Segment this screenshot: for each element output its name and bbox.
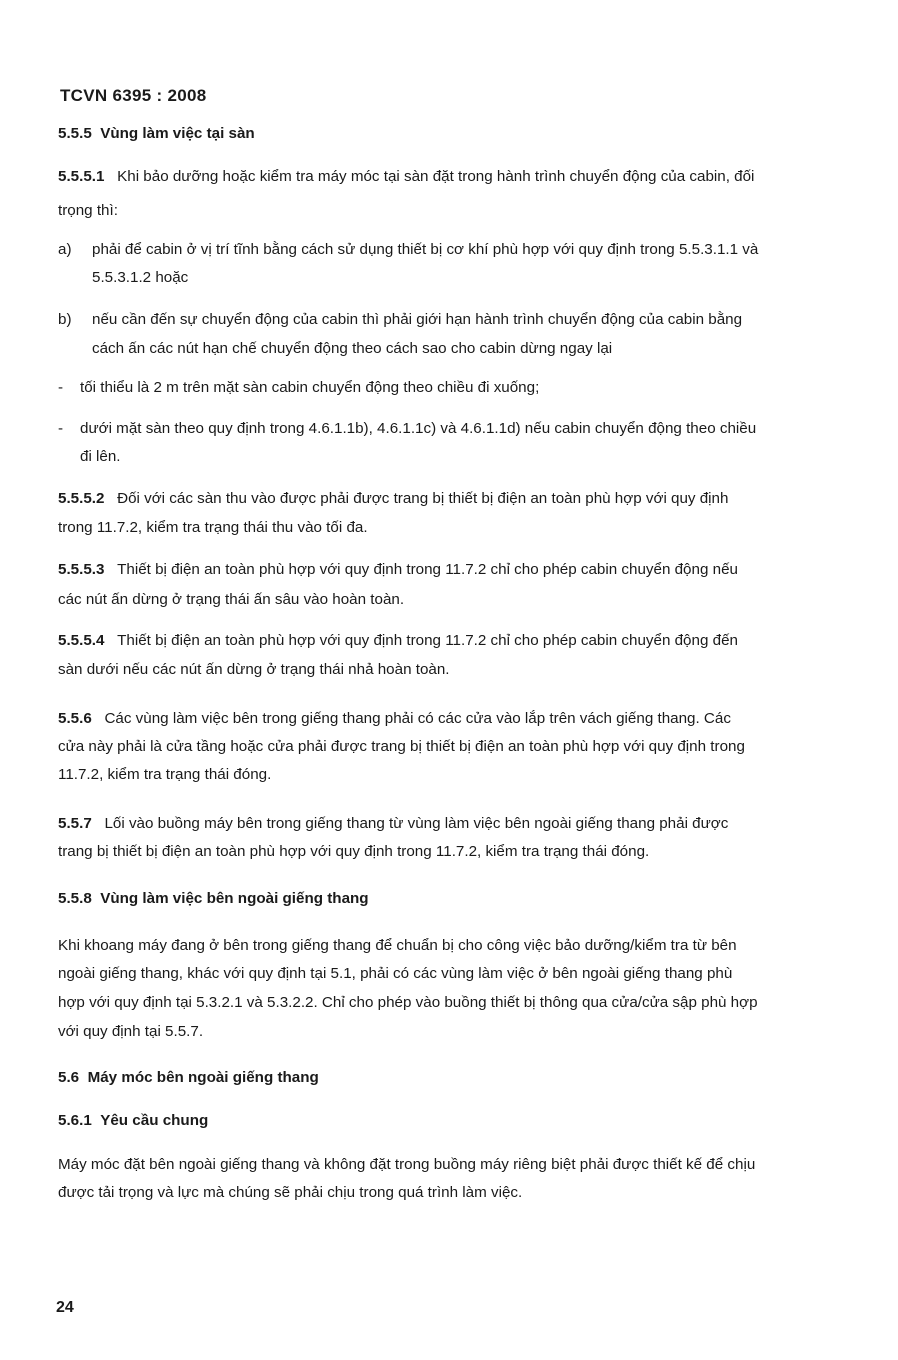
list-item-a-line-2: 5.5.3.1.2 hoặc [92, 269, 189, 286]
clause-number: 5.5.5.1 [58, 168, 105, 185]
paragraph-5-5-6-line-1 [58, 709, 731, 729]
paragraph-5-5-5-4-line-1 [58, 631, 738, 651]
paragraph-5-5-5-3-line-1 [58, 560, 738, 580]
paragraph-5-5-8-line-4: với quy định tại 5.5.7. [58, 1023, 204, 1040]
clause-number: 5.5.5.2 [58, 490, 105, 507]
list-item-a-marker: a) [58, 241, 72, 258]
paragraph-5-5-6-line-2: cửa này phải là cửa tầng hoặc cửa phải được trang bị thiết bị điện an toàn phù hợp với quy định trong [58, 738, 745, 755]
list-item-b-line-1: nếu cần đến sự chuyển động của cabin thì phải giới hạn hành trình chuyển động của cabin bằng [92, 311, 743, 328]
heading-number: 5.5.8 [58, 890, 92, 907]
dash-item-1-marker: - [58, 379, 64, 396]
paragraph-text: Thiết bị điện an toàn phù hợp với quy định trong 11.7.2 chỉ cho phép cabin chuyển động đến [117, 632, 738, 649]
clause-number: 5.5.7 [58, 815, 92, 832]
page-number: 24 [56, 1299, 74, 1316]
document-header: TCVN 6395 : 2008 [60, 86, 207, 105]
paragraph-text: Lối vào buồng máy bên trong giếng thang từ vùng làm việc bên ngoài giếng thang phải được [104, 815, 729, 832]
dash-item-1-line-1: tối thiểu là 2 m trên mặt sàn cabin chuyển động theo chiều đi xuống; [80, 379, 540, 396]
paragraph-5-5-5-1-line-2: trọng thì: [58, 202, 118, 219]
dash-item-2-marker: - [58, 420, 64, 437]
heading-title: Vùng làm việc bên ngoài giếng thang [100, 890, 369, 907]
heading-5-6-1 [58, 1111, 208, 1131]
paragraph-text: Các vùng làm việc bên trong giếng thang phải có các cửa vào lắp trên vách giếng thang. Các [104, 710, 731, 727]
clause-number: 5.5.5.4 [58, 632, 105, 649]
heading-5-6 [58, 1068, 319, 1088]
dash-item-2-line-1: dưới mặt sàn theo quy định trong 4.6.1.1b), 4.6.1.1c) và 4.6.1.1d) nếu cabin chuyển động theo chiều [80, 420, 757, 437]
paragraph-5-5-7-line-1 [58, 814, 728, 834]
heading-number: 5.5.5 [58, 125, 92, 142]
paragraph-5-5-5-2-line-1 [58, 489, 728, 509]
heading-number: 5.6 [58, 1069, 80, 1086]
paragraph-text: Đối với các sàn thu vào được phải được trang bị thiết bị điện an toàn phù hợp với quy định [117, 490, 729, 507]
paragraph-5-5-8-line-1: Khi khoang máy đang ở bên trong giếng thang để chuẩn bị cho công việc bảo dưỡng/kiểm tra từ bên [58, 937, 737, 954]
heading-5-5-8 [58, 889, 369, 909]
heading-title: Yêu cầu chung [100, 1112, 209, 1129]
dash-item-2-line-2: đi lên. [80, 448, 121, 465]
clause-number: 5.5.6 [58, 710, 92, 727]
clause-number: 5.5.5.3 [58, 561, 105, 578]
heading-title: Máy móc bên ngoài giếng thang [87, 1069, 319, 1086]
paragraph-5-5-7-line-2: trang bị thiết bị điện an toàn phù hợp với quy định trong 11.7.2, kiểm tra trạng thái đóng. [58, 843, 650, 860]
paragraph-5-5-8-line-2: ngoài giếng thang, khác với quy định tại 5.1, phải có các vùng làm việc ở bên ngoài giếng thang phù [58, 965, 733, 982]
paragraph-text: Khi bảo dưỡng hoặc kiểm tra máy móc tại sàn đặt trong hành trình chuyển động của cabin, đối [117, 168, 755, 185]
paragraph-5-5-5-2-line-2: trong 11.7.2, kiểm tra trạng thái thu vào tối đa. [58, 519, 368, 536]
paragraph-text: Thiết bị điện an toàn phù hợp với quy định trong 11.7.2 chỉ cho phép cabin chuyển động nếu [117, 561, 738, 578]
paragraph-5-5-8-line-3: hợp với quy định tại 5.3.2.1 và 5.3.2.2. Chỉ cho phép vào buồng thiết bị thông qua cửa/cửa sập phù hợp [58, 994, 758, 1011]
heading-5-5-5 [58, 124, 255, 144]
paragraph-5-5-5-3-line-2: các nút ấn dừng ở trạng thái ấn sâu vào hoàn toàn. [58, 591, 405, 608]
list-item-b-line-2: cách ấn các nút hạn chế chuyển động theo cách sao cho cabin dừng ngay lại [92, 340, 613, 357]
paragraph-5-5-5-4-line-2: sàn dưới nếu các nút ấn dừng ở trạng thái nhả hoàn toàn. [58, 661, 450, 678]
paragraph-5-6-1-line-1: Máy móc đặt bên ngoài giếng thang và không đặt trong buồng máy riêng biệt phải được thiết kế để chịu [58, 1156, 756, 1173]
heading-title: Vùng làm việc tại sàn [100, 125, 255, 142]
paragraph-5-6-1-line-2: được tải trọng và lực mà chúng sẽ phải chịu trong quá trình làm việc. [58, 1184, 523, 1201]
list-item-b-marker: b) [58, 311, 72, 328]
paragraph-5-5-5-1-line-1 [58, 167, 754, 187]
heading-number: 5.6.1 [58, 1112, 92, 1129]
list-item-a-line-1: phải để cabin ở vị trí tĩnh bằng cách sử dụng thiết bị cơ khí phù hợp với quy định trong 5.5.3.1.1 và [92, 241, 759, 258]
paragraph-5-5-6-line-3: 11.7.2, kiểm tra trạng thái đóng. [58, 766, 272, 783]
